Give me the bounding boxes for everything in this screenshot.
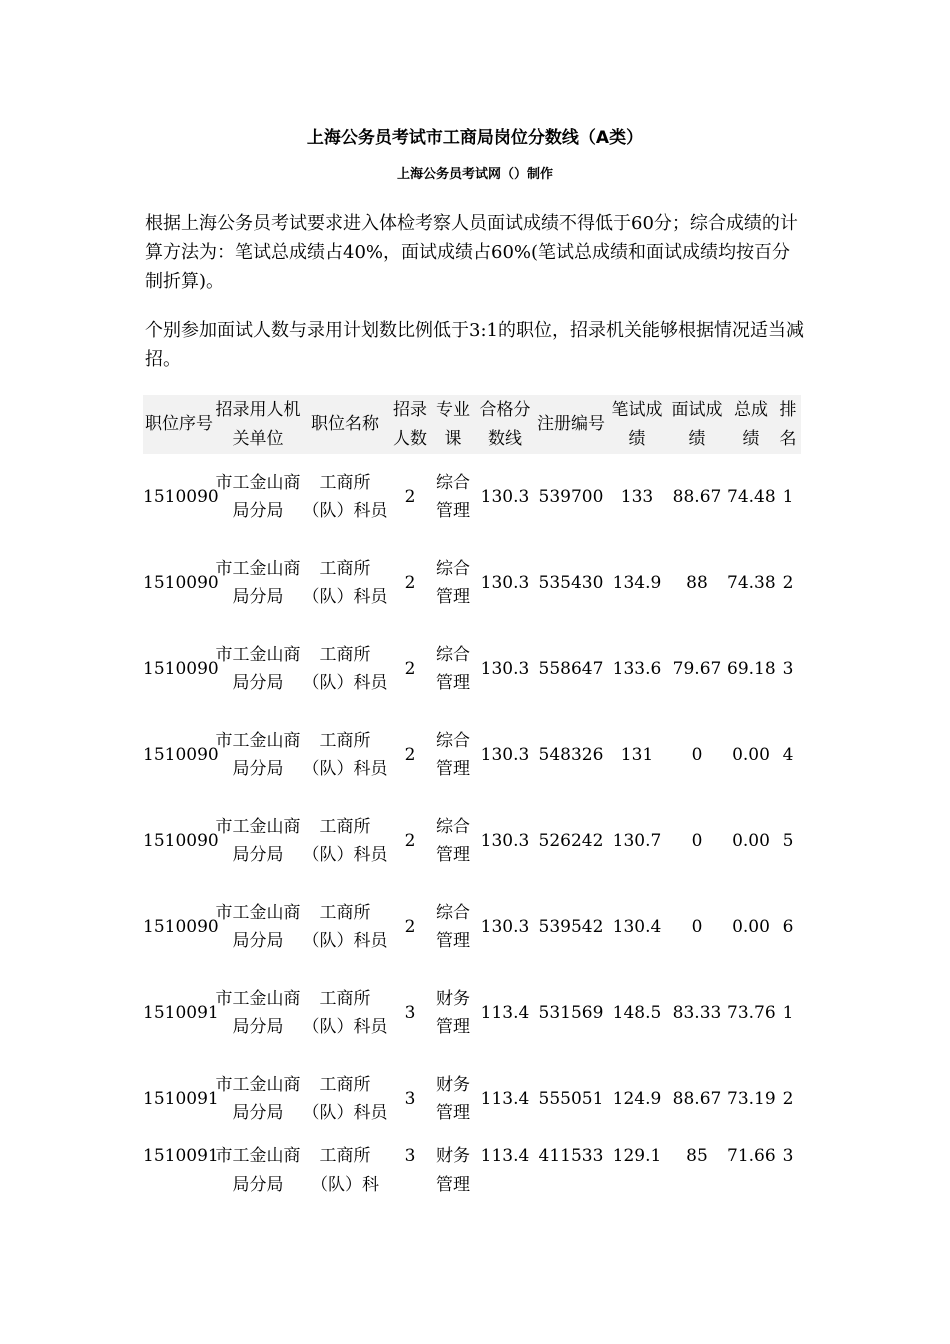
cell-pass-score: 113.4: [480, 1002, 530, 1023]
cell-recruit-count: 2: [404, 572, 416, 593]
cell-rank: 1: [782, 486, 794, 507]
cell-recruit-count: 2: [404, 658, 416, 679]
column-header-recruit-count: 招录人数: [389, 395, 431, 454]
cell-pass-score: 130.3: [480, 658, 530, 679]
table-row: [143, 970, 801, 1056]
cell-registration-number: 411533: [538, 1146, 604, 1166]
cell-position-code: 1510090: [143, 916, 219, 937]
cell-written-score: 129.1: [612, 1146, 662, 1166]
cell-position-name: 工商所（队）科员: [302, 988, 388, 1037]
cell-written-score: 130.4: [612, 916, 662, 937]
cell-rank: 3: [782, 658, 794, 679]
cell-recruit-count: 3: [404, 1146, 416, 1166]
cell-rank: 1: [782, 1002, 794, 1023]
cell-interview-score: 0: [691, 744, 703, 765]
cell-pass-score: 130.3: [480, 744, 530, 765]
cell-total-score: 74.48: [727, 486, 776, 507]
cell-interview-score: 79.67: [672, 658, 722, 679]
intro-paragraph-reduction-note: 个别参加面试人数与录用计划数比例低于3:1的职位，招录机关能够根据情况适当减招。: [145, 320, 804, 370]
table-row: [143, 626, 801, 712]
cell-position-name: 工商所（队）科员: [302, 644, 388, 693]
cell-registration-number: 535430: [538, 572, 604, 593]
column-header-rank: 排名: [775, 395, 801, 454]
cell-major-course: 综合管理: [436, 730, 470, 779]
cell-written-score: 130.7: [612, 830, 662, 851]
cell-major-course: 综合管理: [436, 816, 470, 865]
cell-rank: 6: [782, 916, 794, 937]
cell-recruiting-unit: 市工金山商局分局: [215, 644, 301, 693]
cell-major-course: 财务管理: [436, 988, 470, 1037]
score-table: [143, 395, 801, 1202]
cell-pass-score: 130.3: [480, 572, 530, 593]
cell-recruit-count: 3: [404, 1088, 416, 1109]
column-header-major-course: 专业课: [431, 395, 475, 454]
cell-recruiting-unit: 市工金山商局分局: [215, 1146, 301, 1195]
cell-recruiting-unit: 市工金山商局分局: [215, 1074, 301, 1123]
cell-registration-number: 526242: [538, 830, 604, 851]
cell-written-score: 124.9: [612, 1088, 662, 1109]
cell-position-code: 1510090: [143, 830, 219, 851]
cell-recruiting-unit: 市工金山商局分局: [215, 988, 301, 1037]
cell-position-name: 工商所（队）科员: [302, 902, 388, 951]
cell-total-score: 71.66: [727, 1146, 776, 1166]
cell-interview-score: 0: [691, 916, 703, 937]
cell-registration-number: 539542: [538, 916, 604, 937]
cell-position-name: 工商所（队）科: [311, 1146, 379, 1195]
cell-interview-score: 88: [686, 572, 708, 593]
cell-registration-number: 555051: [538, 1088, 604, 1109]
cell-position-code: 1510090: [143, 572, 219, 593]
column-header-interview-score: 面试成绩: [667, 395, 727, 454]
cell-interview-score: 0: [691, 830, 703, 851]
cell-total-score: 69.18: [727, 658, 776, 679]
cell-total-score: 0.00: [732, 744, 770, 765]
cell-position-code: 1510091: [143, 1088, 219, 1109]
table-body: [143, 454, 801, 1202]
cell-written-score: 133: [620, 486, 654, 507]
cell-position-name: 工商所（队）科员: [302, 1074, 388, 1123]
cell-position-code: 1510090: [143, 658, 219, 679]
table-row: [143, 712, 801, 798]
cell-pass-score: 130.3: [480, 486, 530, 507]
cell-registration-number: 558647: [538, 658, 604, 679]
page-subtitle: 上海公务员考试网（）制作: [396, 167, 553, 182]
cell-registration-number: 548326: [538, 744, 604, 765]
cell-interview-score: 83.33: [672, 1002, 722, 1023]
cell-pass-score: 113.4: [480, 1088, 530, 1109]
cell-recruiting-unit: 市工金山商局分局: [215, 472, 301, 521]
cell-rank: 4: [782, 744, 794, 765]
cell-pass-score: 130.3: [480, 830, 530, 851]
cell-interview-score: 88.67: [672, 1088, 722, 1109]
cell-major-course: 综合管理: [436, 902, 470, 951]
cell-rank: 3: [782, 1146, 794, 1166]
cell-rank: 2: [782, 1088, 794, 1109]
table-row: [143, 884, 801, 970]
cell-recruiting-unit: 市工金山商局分局: [215, 558, 301, 607]
cell-recruit-count: 2: [404, 744, 416, 765]
cell-recruiting-unit: 市工金山商局分局: [215, 730, 301, 779]
column-header-written-score: 笔试成绩: [607, 395, 667, 454]
cell-rank: 2: [782, 572, 794, 593]
cell-interview-score: 88.67: [672, 486, 722, 507]
cell-position-name: 工商所（队）科员: [302, 558, 388, 607]
table-row: [143, 1142, 801, 1202]
cell-rank: 5: [782, 830, 794, 851]
cell-recruiting-unit: 市工金山商局分局: [215, 816, 301, 865]
cell-interview-score: 85: [686, 1146, 708, 1166]
cell-position-code: 1510090: [143, 744, 219, 765]
cell-major-course: 财务管理: [436, 1074, 470, 1123]
table-header-row: [143, 395, 801, 454]
intro-paragraph-score-rules: 根据上海公务员考试要求进入体检考察人员面试成绩不得低于60分；综合成绩的计算方法为：笔试总成绩占40%，面试成绩占60%(笔试总成绩和面试成绩均按百分制折算)。: [145, 213, 798, 292]
cell-total-score: 0.00: [732, 916, 770, 937]
cell-position-code: 1510090: [143, 486, 219, 507]
cell-written-score: 133.6: [612, 658, 662, 679]
column-header-recruiting-unit: 招录用人机关单位: [215, 395, 301, 454]
table-row: [143, 540, 801, 626]
cell-written-score: 131: [620, 744, 654, 765]
cell-pass-score: 113.4: [480, 1146, 530, 1166]
table-row: [143, 798, 801, 884]
page-title: 上海公务员考试市工商局岗位分数线（A类）: [306, 128, 644, 148]
cell-total-score: 73.76: [727, 1002, 776, 1023]
cell-registration-number: 539700: [538, 486, 604, 507]
cell-written-score: 148.5: [612, 1002, 662, 1023]
cell-total-score: 73.19: [727, 1088, 776, 1109]
cell-recruiting-unit: 市工金山商局分局: [215, 902, 301, 951]
cell-major-course: 综合管理: [436, 558, 470, 607]
column-header-total-score: 总成绩: [727, 395, 775, 454]
column-header-position-name: 职位名称: [301, 395, 389, 454]
cell-position-name: 工商所（队）科员: [302, 816, 388, 865]
cell-position-code: 1510091: [143, 1146, 219, 1166]
table-row: [143, 1056, 801, 1142]
cell-major-course: 综合管理: [436, 644, 470, 693]
cell-pass-score: 130.3: [480, 916, 530, 937]
column-header-pass-score: 合格分数线: [475, 395, 535, 454]
cell-recruit-count: 3: [404, 1002, 416, 1023]
cell-position-name: 工商所（队）科员: [302, 730, 388, 779]
cell-registration-number: 531569: [538, 1002, 604, 1023]
column-header-registration-number: 注册编号: [535, 395, 607, 454]
cell-recruit-count: 2: [404, 916, 416, 937]
cell-position-code: 1510091: [143, 1002, 219, 1023]
cell-major-course: 财务管理: [436, 1146, 470, 1195]
cell-written-score: 134.9: [612, 572, 662, 593]
cell-total-score: 74.38: [727, 572, 776, 593]
cell-position-name: 工商所（队）科员: [302, 472, 388, 521]
table-row: [143, 454, 801, 540]
cell-recruit-count: 2: [404, 830, 416, 851]
cell-major-course: 综合管理: [436, 472, 470, 521]
cell-recruit-count: 2: [404, 486, 416, 507]
cell-total-score: 0.00: [732, 830, 770, 851]
column-header-position-code: 职位序号: [143, 395, 215, 454]
